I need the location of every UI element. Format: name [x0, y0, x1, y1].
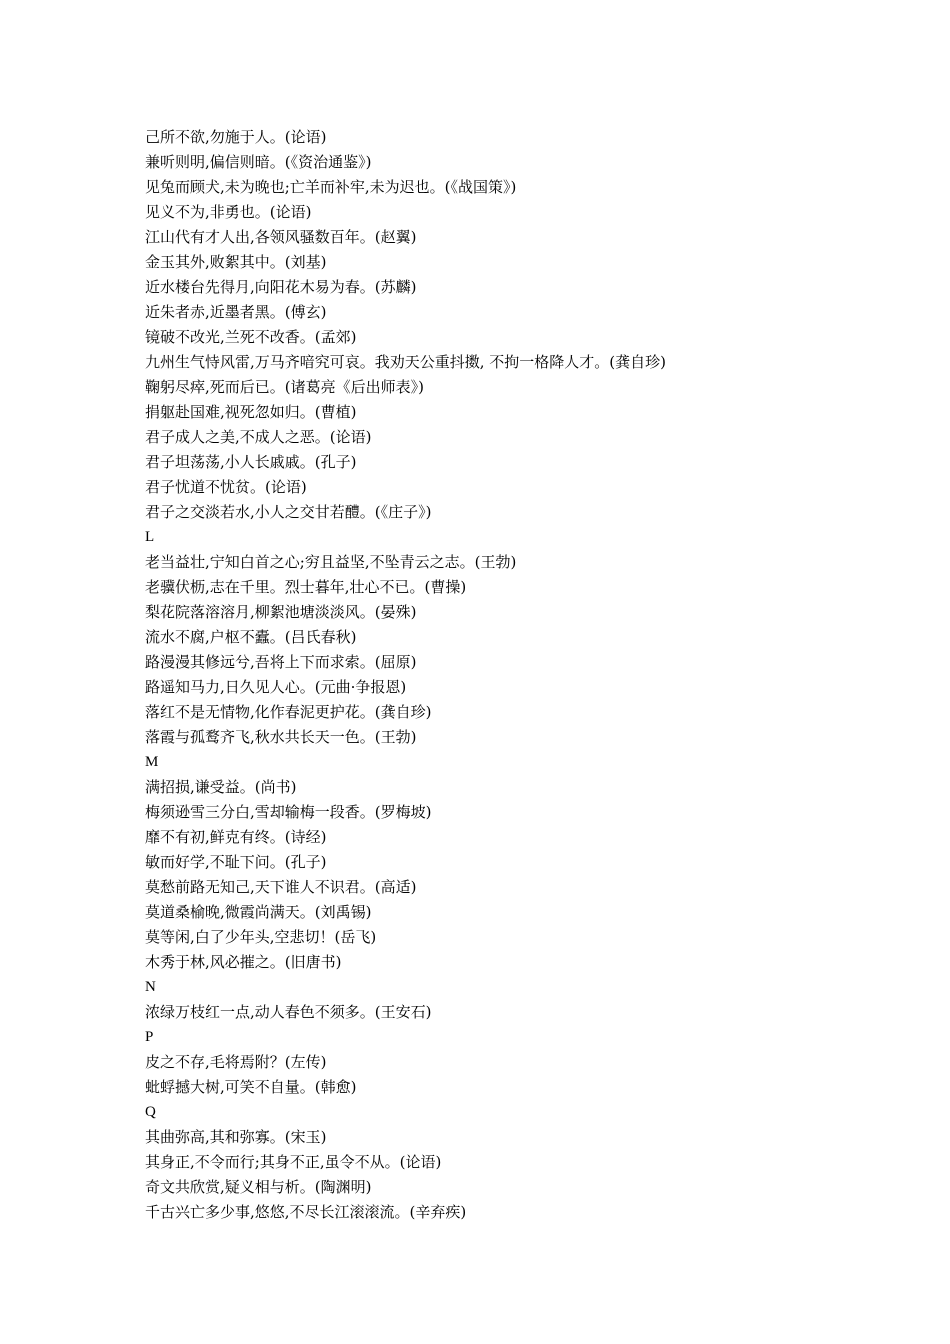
section-letter-heading: M	[145, 754, 159, 770]
section-letter-heading: Q	[145, 1104, 156, 1120]
quote-line: 莫愁前路无知己,天下谁人不识君。(高适)	[145, 878, 417, 896]
quote-line: 浓绿万枝红一点,动人春色不须多。(王安石)	[145, 1003, 432, 1021]
quote-line: 奇文共欣赏,疑义相与析。(陶渊明)	[145, 1178, 372, 1196]
quote-line: 老骥伏枥,志在千里。烈士暮年,壮心不已。(曹操)	[145, 578, 467, 596]
section-letter-heading: L	[145, 529, 155, 545]
quote-line: 蚍蜉撼大树,可笑不自量。(韩愈)	[145, 1078, 357, 1096]
section-letter-heading: P	[145, 1029, 154, 1045]
quote-line: 金玉其外,败絮其中。(刘基)	[145, 253, 327, 271]
quote-line: 见义不为,非勇也。(论语)	[145, 203, 312, 221]
quote-line: 近朱者赤,近墨者黑。(傅玄)	[145, 303, 327, 321]
quote-line: 捐躯赴国难,视死忽如归。(曹植)	[145, 403, 357, 421]
quote-line: 落红不是无情物,化作春泥更护花。(龚自珍)	[145, 703, 432, 721]
quote-line: 梅须逊雪三分白,雪却输梅一段香。(罗梅坡)	[145, 803, 432, 821]
quote-line: 其曲弥高,其和弥寡。(宋玉)	[145, 1128, 327, 1146]
quote-line: 落霞与孤鹜齐飞,秋水共长天一色。(王勃)	[145, 728, 417, 746]
quote-line: 千古兴亡多少事,悠悠,不尽长江滚滚流。(辛弃疾)	[145, 1203, 467, 1221]
quote-line: 君子成人之美,不成人之恶。(论语)	[145, 428, 372, 446]
quote-line: 见兔而顾犬,未为晚也;亡羊而补牢,未为迟也。(《战国策》)	[145, 178, 517, 196]
quote-list	[145, 125, 865, 1225]
quote-line: 木秀于林,风必摧之。(旧唐书)	[145, 953, 342, 971]
section-letter-heading: N	[145, 979, 156, 995]
quote-line: 莫道桑榆晚,微霞尚满天。(刘禹锡)	[145, 903, 372, 921]
quote-line: 其身正,不令而行;其身不正,虽令不从。(论语)	[145, 1153, 442, 1171]
quote-line: 近水楼台先得月,向阳花木易为春。(苏麟)	[145, 278, 417, 296]
quote-line: 皮之不存,毛将焉附？(左传)	[145, 1053, 327, 1071]
quote-line: 九州生气恃风雷,万马齐喑究可哀。我劝天公重抖擞, 不拘一格降人才。(龚自珍)	[145, 353, 667, 371]
quote-line: 君子之交淡若水,小人之交甘若醴。(《庄子》)	[145, 503, 432, 521]
quote-line: 己所不欲,勿施于人。(论语)	[145, 128, 327, 146]
quote-line: 镜破不改光,兰死不改香。(孟郊)	[145, 328, 357, 346]
quote-line: 梨花院落溶溶月,柳絮池塘淡淡风。(晏殊)	[145, 603, 417, 621]
quote-line: 敏而好学,不耻下问。(孔子)	[145, 853, 327, 871]
quote-line: 君子忧道不忧贫。(论语)	[145, 478, 307, 496]
quote-line: 君子坦荡荡,小人长戚戚。(孔子)	[145, 453, 357, 471]
quote-line: 鞠躬尽瘁,死而后已。(诸葛亮《后出师表》)	[145, 378, 424, 396]
quote-line: 路遥知马力,日久见人心。(元曲·争报恩)	[145, 678, 407, 696]
quote-line: 靡不有初,鲜克有终。(诗经)	[145, 828, 327, 846]
quote-line: 路漫漫其修远兮,吾将上下而求索。(屈原)	[145, 653, 417, 671]
quote-line: 满招损,谦受益。(尚书)	[145, 778, 297, 796]
quote-line: 兼听则明,偏信则暗。(《资治通鉴》)	[145, 153, 372, 171]
quote-line: 流水不腐,户枢不蠹。(吕氏春秋)	[145, 628, 357, 646]
quote-line: 莫等闲,白了少年头,空悲切！(岳飞)	[145, 928, 377, 946]
quote-line: 江山代有才人出,各领风骚数百年。(赵翼)	[145, 228, 417, 246]
quote-line: 老当益壮,宁知白首之心;穷且益坚,不坠青云之志。(王勃)	[145, 553, 517, 571]
